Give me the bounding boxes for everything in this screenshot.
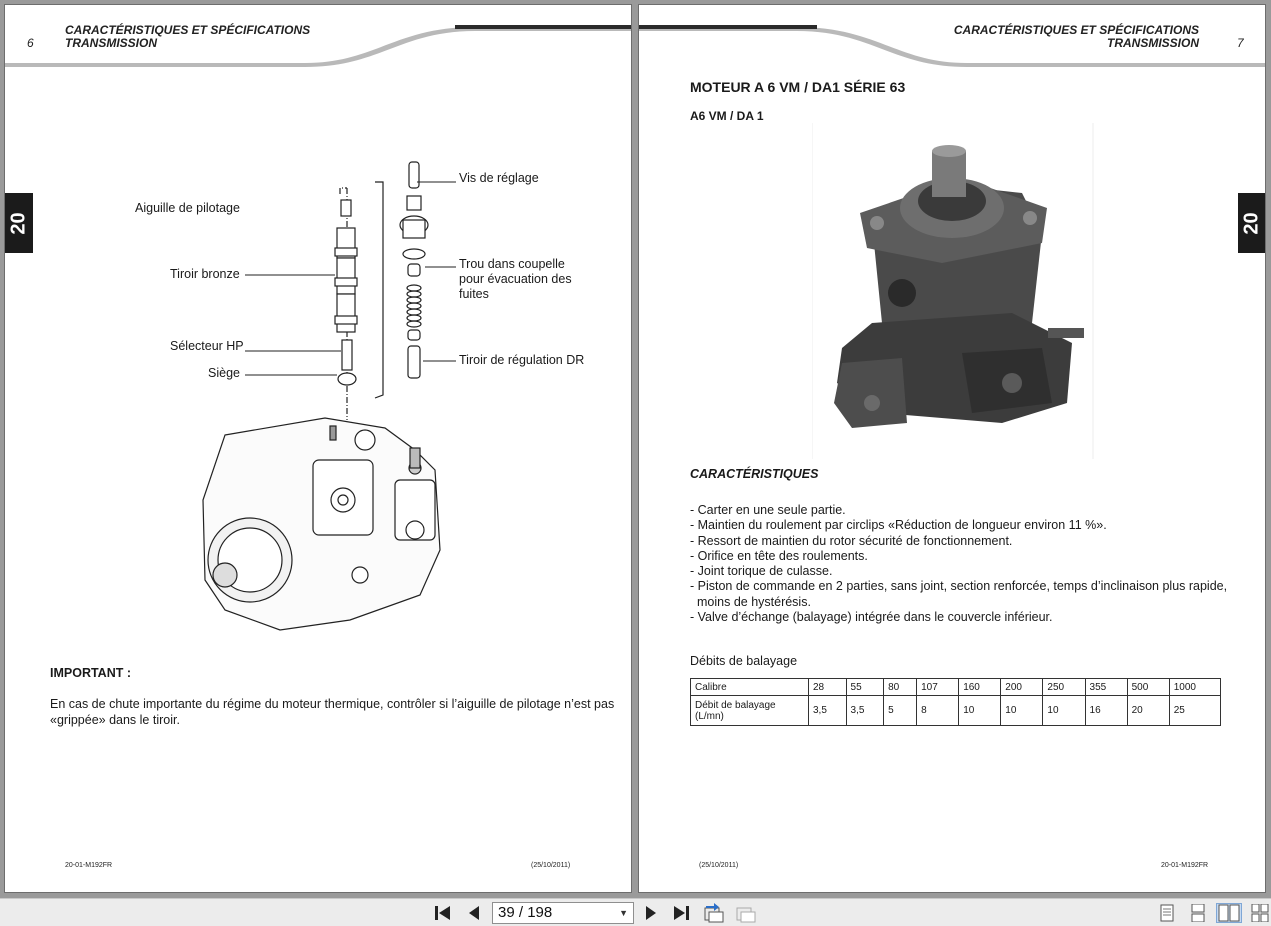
row-label-line-2: (L/mn) — [695, 710, 724, 722]
table-cell: 250 — [1043, 679, 1085, 696]
features-list — [690, 503, 1230, 625]
page-separator: / — [518, 904, 524, 921]
table-row — [691, 679, 1221, 696]
important-title: IMPORTANT : — [50, 666, 132, 680]
table-cell: 25 — [1169, 696, 1220, 726]
current-page: 39 — [498, 904, 515, 921]
two-page-view-button[interactable] — [1216, 903, 1242, 923]
page-number-field[interactable] — [492, 902, 634, 924]
total-pages: 198 — [527, 904, 553, 921]
previous-page-icon — [467, 905, 481, 921]
label-siege: Siège — [208, 366, 240, 380]
viewer-toolbar — [0, 898, 1271, 926]
table-cell: 80 — [884, 679, 917, 696]
left-page — [4, 4, 632, 893]
table-cell: 10 — [1043, 696, 1085, 726]
feature-item: - Maintien du roulement par circlips «Réduction de longueur environ 11 %». — [690, 518, 1107, 533]
go-back-button[interactable] — [702, 903, 724, 923]
motor-photo — [812, 123, 1094, 459]
label-vis: Vis de réglage — [459, 171, 539, 185]
table-title: Débits de balayage — [690, 654, 798, 668]
last-page-button[interactable] — [670, 903, 692, 923]
label-aiguille: Aiguille de pilotage — [135, 201, 240, 215]
first-page-button[interactable] — [432, 903, 454, 923]
table-cell: 200 — [1001, 679, 1043, 696]
table-cell: 8 — [917, 696, 959, 726]
table-cell: 16 — [1085, 696, 1127, 726]
table-row — [691, 696, 1221, 726]
label-trou — [459, 257, 572, 302]
footer-date: (25/10/2011) — [531, 862, 571, 869]
feature-item: - Carter en une seule partie. — [690, 503, 846, 517]
table-cell: 355 — [1085, 679, 1127, 696]
table-cell: 28 — [809, 679, 847, 696]
row-label-line-1: Débit de balayage — [695, 699, 776, 711]
leader-lines — [5, 5, 632, 893]
section-title: CARACTÉRISTIQUES — [690, 467, 819, 481]
label-trou-line-1: Trou dans coupelle — [459, 257, 565, 271]
table-cell: 500 — [1127, 679, 1169, 696]
go-forward-icon — [734, 903, 756, 923]
next-page-button[interactable] — [640, 903, 662, 923]
feature-item: - Valve d’échange (balayage) intégrée dans le couvercle inférieur. — [690, 610, 1053, 625]
table-cell: 10 — [1001, 696, 1043, 726]
important-line-1: En cas de chute importante du régime du moteur thermique, contrôler si l’aiguille de pilotage n’est pas — [50, 697, 615, 711]
table-cell: 55 — [846, 679, 884, 696]
go-forward-button[interactable] — [734, 903, 756, 923]
table-cell: Calibre — [691, 679, 809, 696]
label-selecteur: Sélecteur HP — [170, 339, 244, 353]
go-back-icon — [702, 903, 724, 923]
two-page-continuous-icon — [1251, 904, 1269, 922]
section-tab: 20 — [1238, 193, 1266, 253]
label-tiroir-bronze: Tiroir bronze — [170, 267, 240, 281]
footer-date: (25/10/2011) — [699, 862, 739, 869]
previous-page-button[interactable] — [463, 903, 485, 923]
first-page-icon — [434, 905, 452, 921]
table-cell: 5 — [884, 696, 917, 726]
header-line-2: TRANSMISSION — [1106, 36, 1199, 50]
footer-ref: 20-01-M192FR — [65, 862, 113, 869]
header-line-2: TRANSMISSION — [65, 36, 158, 50]
feature-item: - Joint torique de culasse. — [690, 564, 833, 579]
important-line-2: «grippée» dans le tiroir. — [50, 712, 180, 727]
header-title — [954, 24, 1199, 50]
page-title: MOTEUR A 6 VM / DA1 SÉRIE 63 — [690, 79, 906, 95]
table-cell: 160 — [959, 679, 1001, 696]
table-cell: 107 — [917, 679, 959, 696]
right-page — [638, 4, 1266, 893]
chevron-down-icon[interactable]: ▼ — [619, 908, 628, 918]
page-number: 6 — [27, 36, 34, 50]
header-line-1: CARACTÉRISTIQUES ET SPÉCIFICATIONS — [953, 23, 1199, 37]
two-page-icon — [1218, 904, 1240, 922]
flow-table — [690, 678, 1221, 726]
continuous-view-button[interactable] — [1187, 903, 1209, 923]
label-tiroir-reg: Tiroir de régulation DR — [459, 353, 585, 367]
header-line-1: CARACTÉRISTIQUES ET SPÉCIFICATIONS — [65, 23, 311, 37]
footer-ref: 20-01-M192FR — [1161, 862, 1209, 869]
table-cell: 10 — [959, 696, 1001, 726]
table-cell: 20 — [1127, 696, 1169, 726]
single-page-view-button[interactable] — [1156, 903, 1178, 923]
last-page-icon — [672, 905, 690, 921]
section-tab: 20 — [5, 193, 33, 253]
feature-item: - Orifice en tête des roulements. — [690, 548, 868, 563]
important-text — [50, 697, 620, 728]
table-cell: 3,5 — [809, 696, 847, 726]
label-trou-line-3: fuites — [459, 287, 489, 301]
feature-item: - Ressort de maintien du rotor sécurité de fonctionnement. — [690, 533, 1013, 548]
continuous-page-icon — [1190, 904, 1206, 922]
page-number: 7 — [1237, 36, 1244, 50]
table-cell: 3,5 — [846, 696, 884, 726]
single-page-icon — [1159, 904, 1175, 922]
table-cell: 1000 — [1169, 679, 1220, 696]
feature-item: - Piston de commande en 2 parties, sans joint, section renforcée, temps d’inclinaison plus rapide, moins de hystérésis. — [690, 579, 1228, 609]
page-subtitle: A6 VM / DA 1 — [690, 109, 764, 123]
table-cell — [691, 696, 809, 726]
next-page-icon — [644, 905, 658, 921]
two-page-continuous-button[interactable] — [1250, 903, 1270, 923]
label-trou-line-2: pour évacuation des — [459, 272, 572, 286]
